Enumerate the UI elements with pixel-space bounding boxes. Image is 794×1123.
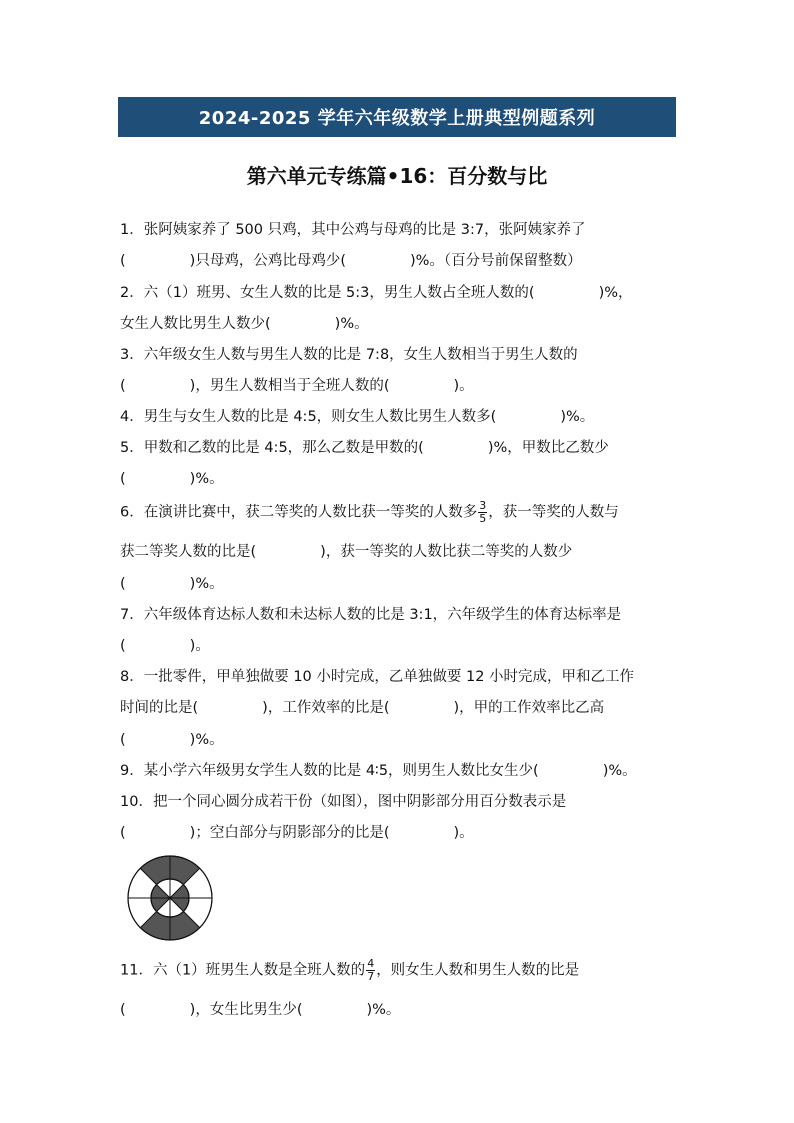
concentric-circle-diagram (125, 853, 215, 943)
question-2-line-2: 女生人数比男生人数少( )%。 (120, 316, 369, 332)
question-8-line-2: 时间的比是( )，工作效率的比是( )，甲的工作效率比乙高 (120, 700, 605, 716)
question-2-line-1: 2．六（1）班男、女生人数的比是 5:3，男生人数占全班人数的( )%， (120, 285, 633, 301)
question-10-line-1: 10．把一个同心圆分成若干份（如图），图中阴影部分用百分数表示是 (120, 794, 567, 810)
question-8-line-3: ( )%。 (120, 732, 224, 748)
question-11-line-1: 11．六（1）班男生人数是全班人数的 $\frac{4}{7}$ ，则女生人数和男生人数的比是 (120, 957, 580, 983)
question-7-line-2: ( )。 (120, 638, 210, 654)
question-1-line-1: 1．张阿姨家养了 500 只鸡，其中公鸡与母鸡的比是 3:7，张阿姨家养了 (120, 222, 586, 238)
fraction-four-sevenths: $\frac{4}{7}$ (367, 957, 375, 983)
question-1-line-2: ( )只母鸡，公鸡比母鸡少( )%。（百分号前保留整数） (120, 253, 582, 269)
question-10-line-2: ( )；空白部分与阴影部分的比是( )。 (120, 825, 474, 841)
fraction-three-fifths: $\frac{3}{5}$ (479, 499, 487, 525)
question-9-line-1: 9．某小学六年级男女学生人数的比是 4∶5，则男生人数比女生少( )%。 (120, 763, 637, 779)
question-4-line-1: 4．男生与女生人数的比是 4:5，则女生人数比男生人数多( )%。 (120, 409, 595, 425)
question-3-line-2: ( )，男生人数相当于全班人数的( )。 (120, 378, 474, 394)
series-banner: 2024-2025 学年六年级数学上册典型例题系列 (118, 97, 676, 137)
question-6-line-2: 获二等奖人数的比是( )，获一等奖的人数比获二等奖的人数少 (120, 544, 573, 560)
question-5-line-2: ( )%。 (120, 471, 224, 487)
question-5-line-1: 5．甲数和乙数的比是 4:5，那么乙数是甲数的( )%，甲数比乙数少 (120, 440, 609, 456)
question-8-line-1: 8．一批零件，甲单独做要 10 小时完成，乙单独做要 12 小时完成，甲和乙工作 (120, 669, 635, 685)
question-7-line-1: 7．六年级体育达标人数和未达标人数的比是 3:1，六年级学生的体育达标率是 (120, 607, 622, 623)
question-3-line-1: 3．六年级女生人数与男生人数的比是 7:8，女生人数相当于男生人数的 (120, 347, 578, 363)
question-6-line-1: 6．在演讲比赛中，获二等奖的人数比获一等奖的人数多 $\frac{3}{5}$ ，获一等奖的人数与 (120, 499, 619, 525)
page-title: 第六单元专练篇•16：百分数与比 (246, 164, 548, 188)
question-6-line-3: ( )%。 (120, 576, 224, 592)
question-11-line-2: ( )，女生比男生少( )%。 (120, 1002, 401, 1018)
